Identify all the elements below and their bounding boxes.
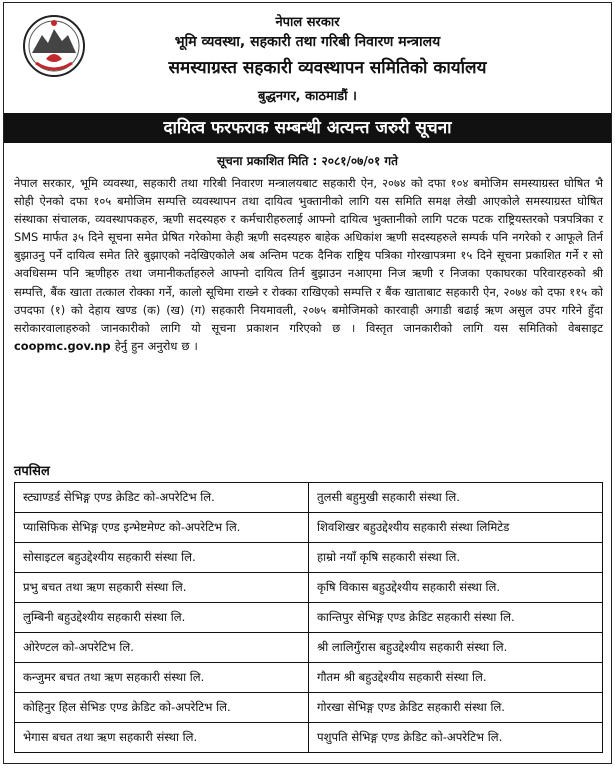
notice-title-banner: दायित्व फरफराक सम्बन्धी अत्यन्त जरुरी सूचना <box>4 113 611 143</box>
institution-name: ओरेण्टल को-अपरेटिभ लि. <box>15 633 309 663</box>
table-row <box>15 633 603 663</box>
table-row <box>15 723 603 753</box>
institution-name: कन्जुमर बचत तथा ऋण सहकारी संस्था लि. <box>15 663 309 693</box>
table-row <box>15 543 603 573</box>
institution-name: प्यासिफिक सेभिङ्ग एण्ड इन्भेष्टमेण्ट को-अपरेटिभ लि. <box>15 513 309 543</box>
header-office: समस्याग्रस्त सहकारी व्यवस्थापन समितिको कार्यालय <box>168 58 487 78</box>
table-row <box>15 483 603 513</box>
institution-name: स्ट्याण्डर्ड सेभिङ्ग एण्ड क्रेडिट को-अपरेटिभ लि. <box>15 483 309 513</box>
website-link[interactable]: coopmc.gov.np <box>14 338 111 353</box>
publish-date: सूचना प्रकाशित मिति : २०८१/०७/०१ गते <box>217 154 398 168</box>
institution-name: हाम्रो नयाँ कृषि सहकारी संस्था लि. <box>309 543 603 573</box>
institution-table <box>14 482 603 753</box>
table-row <box>15 693 603 723</box>
notice-body-tail: हेर्नु हुन अनुरोध छ । <box>114 338 198 353</box>
institution-name: कान्तिपुर सेभिङ्ग एण्ड क्रेडिट सहकारी संस्था लि. <box>309 603 603 633</box>
institution-name: श्री लालिगुँरास बहुउद्देश्यीय सहकारी संस्था लि. <box>309 633 603 663</box>
institution-name: प्रभु बचत तथा ऋण सहकारी संस्था लि. <box>15 573 309 603</box>
institution-name: पशुपति सेभिङ्ग एण्ड क्रेडिट को-अपरेटिभ लि. <box>309 723 603 753</box>
header-address: बुद्धनगर, काठमाडौं । <box>258 89 357 104</box>
institution-name: लुम्बिनी बहुउद्देश्यीय सहकारी संस्था लि. <box>15 603 309 633</box>
institution-name: गोरखा सेभिङ्ग एण्ड क्रेडिट सहकारी संस्था लि. <box>309 693 603 723</box>
institution-name: तुलसी बहुमुखी सहकारी संस्था लि. <box>309 483 603 513</box>
institution-name: कृषि विकास बहुउद्देश्यीय सहकारी संस्था लि. <box>309 573 603 603</box>
institution-name: भेगास बचत तथा ऋण सहकारी संस्था लि. <box>15 723 309 753</box>
institution-name: शिवशिखर बहुउद्देश्यीय सहकारी संस्था लिमिटेड <box>309 513 603 543</box>
institution-name: सोसाइटल बहुउद्देश्यीय सहकारी संस्था लि. <box>15 543 309 573</box>
table-row <box>15 513 603 543</box>
notice-page <box>3 2 612 764</box>
table-row <box>15 573 603 603</box>
institution-name: कोहिनुर हिल सेभिङ एण्ड क्रेडिट को-अपरेटिभ लि. <box>15 693 309 723</box>
header-government: नेपाल सरकार <box>275 15 340 30</box>
notice-body <box>14 174 603 355</box>
notice-body-text: नेपाल सरकार, भूमि व्यवस्था, सहकारी तथा गरिबी निवारण मन्त्रालयबाट सहकारी ऐन, २०७४ को दफा १०४ बमोजिम समस्याग्रस्त घोषित भै सोही ऐनको दफा १०५ बमोजिम सम्पत्ति व्यवस्थापन तथा दायित्व भुक्तानीको लागि यस समिति समक्ष लेखी आएकोले समस्याग्रस्त घोषित संस्थाका संचालक, व्यवस्थापकहरु, ऋणी सदस्यहरु र कर्मचारीहरुलाई आफ्नो दायित्व भुक्तानीको लागि पटक पटक राष्ट्रियस्तरको पत्रपत्रिका र SMS मार्फत ३५ दिने सूचना समेत प्रेषित गरेकोमा केही ऋणी सदस्यहरु बाहेक अधिकांश ऋणी सदस्यहरुले सम्पर्क पनि नगरेको र आफूले तिर्न बुझाउनु पर्ने दायित्व समेत तिरे बुझाएको नदेखिएकोले अब अन्तिम पटक दैनिक राष्ट्रिय पत्रिका गोरखापत्रमा १५ दिने सूचना प्रकाशित गर्ने र सो अवधिसम्म पनि ऋणीहरु तथा जमानीकर्ताहरुले आफ्नो दायित्व तिर्न बुझाउन नआएमा निज ऋणी र निजका एकाघरका परिवारहरुको श्री सम्पत्ति, बैंक खाता तत्काल रोक्का गर्ने, कालो सूचिमा राख्ने र रोक्का राखिएको सम्पत्ति र बैंक खाताबाट सहकारी ऐन, २०७४ को दफा ११५ को उपदफा (१) को देहाय खण्ड (क) (ख) (ग) सहकारी नियमावली, २०७५ बमोजिमको कारवाही अगाडी बढाई ऋण असुल उपर गरिने हुँदा सरोकारवालाहरुको जानकारीको लागि यो सूचना प्रकाशन गरिएको छ । विस्तृत जानकारीको लागि यस समितिको वेबसाइट <box>14 176 603 335</box>
table-row <box>15 663 603 693</box>
institution-name: गौतम श्री बहुउद्देश्यीय सहकारी संस्था लि. <box>309 663 603 693</box>
table-row <box>15 603 603 633</box>
tapasil-heading: तपसिल <box>14 464 50 479</box>
header-ministry: भूमि व्यवस्था, सहकारी तथा गरिबी निवारण मन्त्रालय <box>174 34 441 50</box>
